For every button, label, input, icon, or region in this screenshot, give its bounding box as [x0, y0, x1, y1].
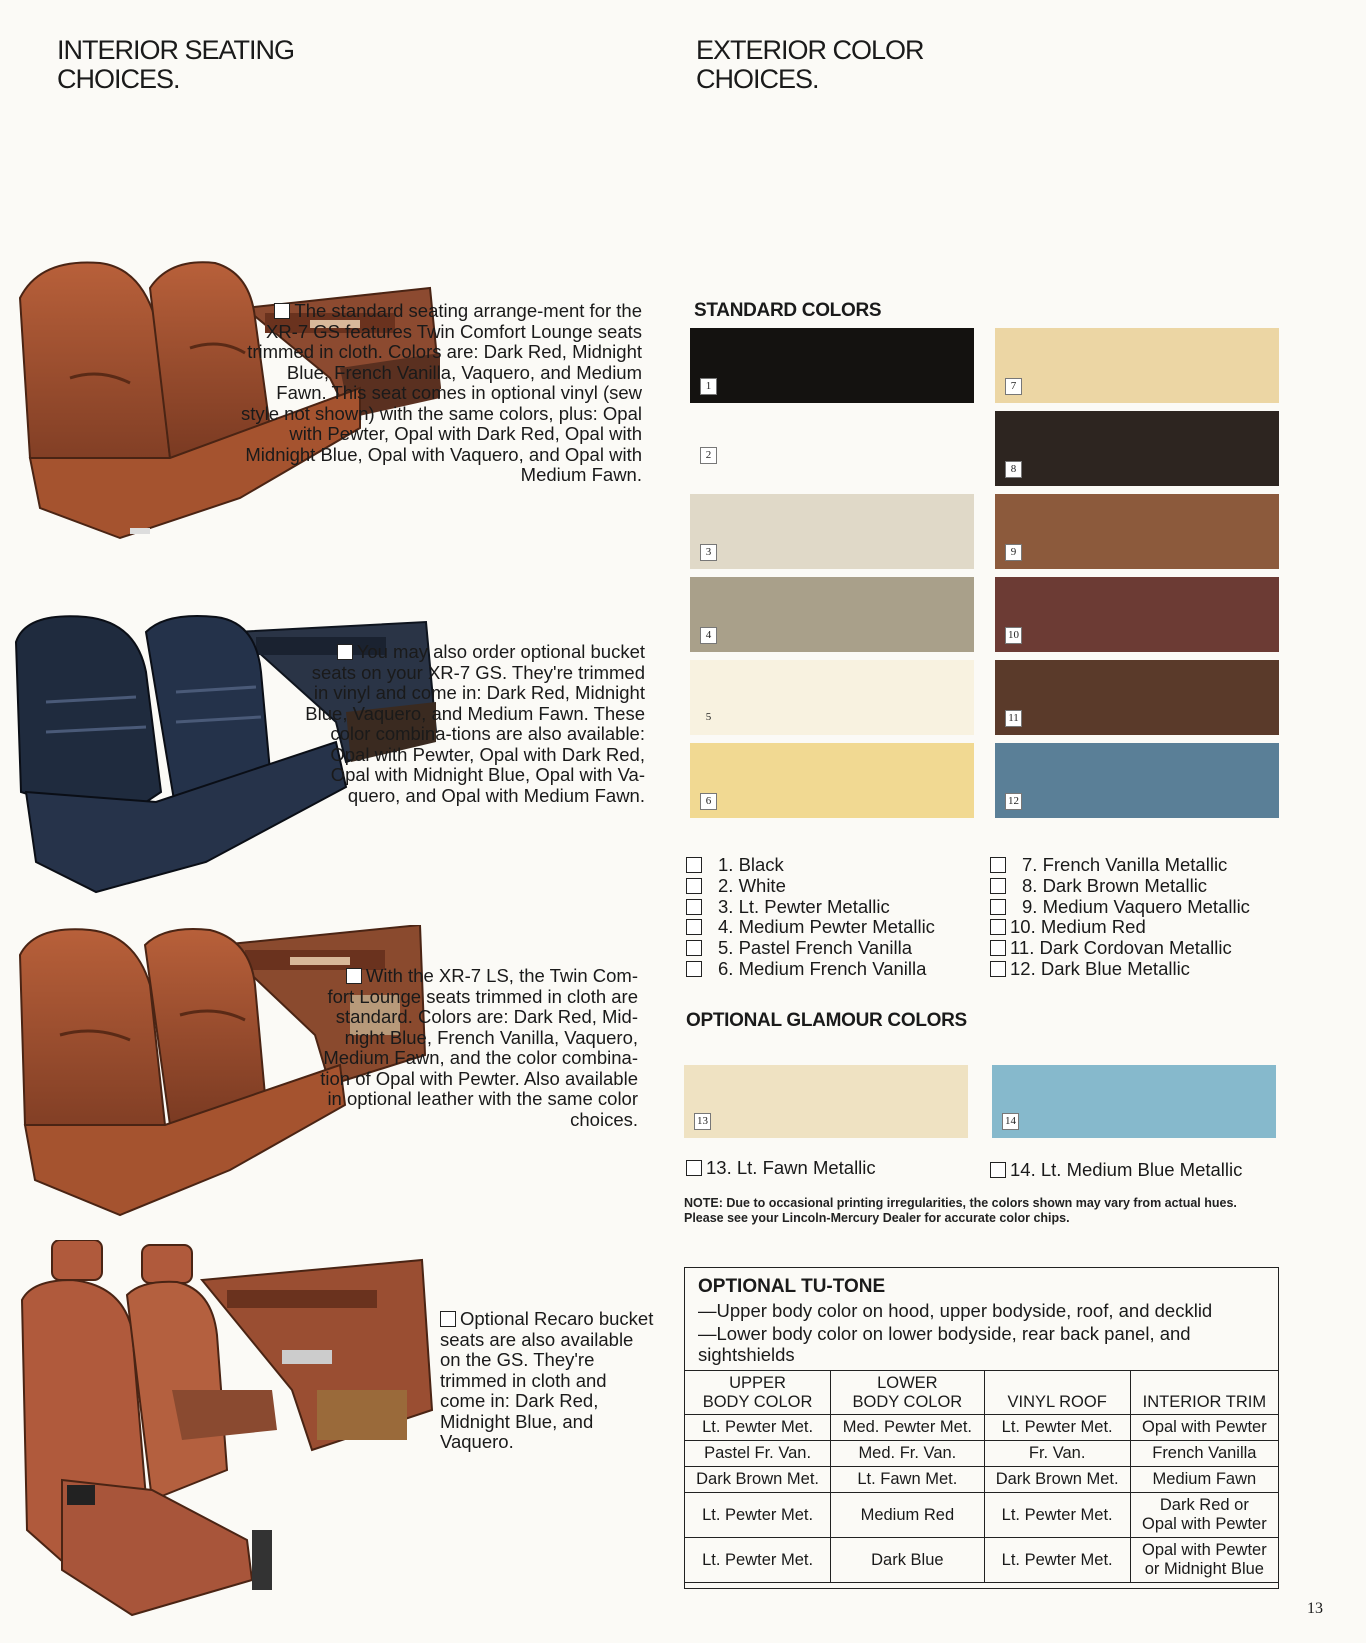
color-option-label: 12. Dark Blue Metallic [1010, 957, 1190, 979]
table-cell: Lt. Fawn Met. [831, 1467, 984, 1493]
color-chip-9 [995, 494, 1279, 569]
column-header-lower-body: LOWER BODY COLOR [831, 1371, 984, 1415]
color-chip-14 [992, 1065, 1276, 1138]
color-chip-12 [995, 743, 1279, 818]
color-chip-number: 11 [1005, 710, 1022, 727]
color-option-8 [990, 876, 1250, 897]
table-cell: Dark Red or Opal with Pewter [1130, 1493, 1278, 1538]
color-option-label: 4. Medium Pewter Metallic [718, 916, 935, 938]
tutone-lower-description: —Lower body color on lower bodyside, rear back panel, and sightshields [698, 1323, 1191, 1365]
color-option-11 [990, 938, 1250, 959]
color-chip-number: 3 [700, 544, 717, 561]
seat-option-checkbox[interactable] [440, 1311, 456, 1327]
color-option-label: 3. Lt. Pewter Metallic [718, 895, 890, 917]
page-number: 13 [1307, 1600, 1323, 1617]
seat-illustration-recaro-bucket [12, 1240, 442, 1620]
color-chip-number: 6 [700, 793, 717, 810]
table-cell: Fr. Van. [984, 1441, 1130, 1467]
color-option-12 [990, 959, 1250, 980]
standard-color-list-right [990, 855, 1250, 980]
color-checkbox[interactable] [686, 940, 702, 956]
printing-note: NOTE: Due to occasional printing irregularities, the colors shown may vary from actual hues. Please see your Lincoln-Mercury Dealer for accurate color chips. [684, 1196, 1237, 1225]
color-chip-number: 7 [1005, 378, 1022, 395]
color-checkbox[interactable] [990, 961, 1006, 977]
color-chip-number: 10 [1005, 627, 1022, 644]
color-chip-number: 4 [700, 627, 717, 644]
color-checkbox[interactable] [686, 857, 702, 873]
table-cell: Lt. Pewter Met. [984, 1538, 1130, 1583]
color-chip-10 [995, 577, 1279, 652]
color-option-4 [686, 917, 935, 938]
table-cell: Lt. Pewter Met. [685, 1415, 831, 1441]
table-row [685, 1415, 1279, 1441]
table-cell: Medium Red [831, 1493, 984, 1538]
seat-option-checkbox[interactable] [346, 968, 362, 984]
color-option-1 [686, 855, 935, 876]
seat-description-text: You may also order optional bucket seats on your XR-7 GS. They're trimmed in vinyl and come in: Dark Red, Midnight Blue, Vaquero, and Medium Fawn. These color combina-tions are also available: Opal with Pewter, Opal with Dark Red, Opal with Midnight Blue, Opal with Va-quero, and Opal with Medium Fawn. [305, 641, 645, 806]
seat-description-text: With the XR-7 LS, the Twin Com-fort Lounge seats trimmed in cloth are standard. Colors are: Dark Red, Mid-night Blue, French Vanilla, Vaquero, Medium Fawn, and the color combina-tion of Opal with Pewter. Also available in optional leather with the same color choices. [320, 965, 638, 1130]
seat-option-checkbox[interactable] [274, 303, 290, 319]
seat-description-text: Optional Recaro bucket seats are also available on the GS. They're trimmed in cloth and come in: Dark Red, Midnight Blue, and Vaquero. [440, 1308, 654, 1452]
color-checkbox[interactable] [990, 1162, 1006, 1178]
table-row [685, 1441, 1279, 1467]
glamour-color-label: 13. Lt. Fawn Metallic [706, 1157, 876, 1178]
glamour-color-13-option [686, 1157, 876, 1179]
color-option-5 [686, 938, 935, 959]
color-option-10 [990, 917, 1250, 938]
glamour-color-label: 14. Lt. Medium Blue Metallic [1010, 1159, 1243, 1180]
color-option-label: 7. French Vanilla Metallic [1022, 854, 1228, 875]
color-chip-number: 2 [700, 447, 717, 464]
table-row [685, 1493, 1279, 1538]
table-cell: Dark Brown Met. [685, 1467, 831, 1493]
color-chip-number: 12 [1005, 793, 1022, 810]
table-cell: Pastel Fr. Van. [685, 1441, 831, 1467]
seat-description-text: The standard seating arrange-ment for the XR-7 GS features Twin Comfort Lounge seats trimmed in cloth. Colors are: Dark Red, Midnight Blue, French Vanilla, Vaquero, and Medium Fawn. This seat comes in optional vinyl (sew style not shown) with the same colors, plus: Opal with Pewter, Opal with Dark Red, Opal with Midnight Blue, Opal with Vaquero, and Opal with Medium Fawn. [240, 300, 642, 485]
seat-option-checkbox[interactable] [337, 644, 353, 660]
seat-description-bucket [300, 642, 645, 806]
interior-heading: INTERIOR SEATING CHOICES. [57, 35, 295, 94]
color-chip-4 [690, 577, 974, 652]
color-chip-number: 1 [700, 378, 717, 395]
color-checkbox[interactable] [686, 961, 702, 977]
color-checkbox[interactable] [686, 899, 702, 915]
table-cell: Opal with Pewter [1130, 1415, 1278, 1441]
color-chip-6 [690, 743, 974, 818]
seat-description-standard [240, 301, 642, 486]
color-option-7 [990, 855, 1250, 876]
color-option-label: 1. Black [718, 854, 784, 875]
table-row [685, 1467, 1279, 1493]
color-option-label: 8. Dark Brown Metallic [1022, 874, 1208, 896]
table-cell: Dark Brown Met. [984, 1467, 1130, 1493]
seat-description-recaro [440, 1309, 655, 1453]
color-chip-2 [690, 411, 974, 486]
table-cell: Med. Fr. Van. [831, 1441, 984, 1467]
standard-color-list-left [686, 855, 935, 980]
color-chip-number: 8 [1005, 461, 1022, 478]
color-option-label: 9. Medium Vaquero Metallic [1022, 895, 1250, 917]
column-header-upper-body: UPPER BODY COLOR [685, 1371, 831, 1415]
glamour-colors-title: OPTIONAL GLAMOUR COLORS [686, 1010, 967, 1031]
table-cell: French Vanilla [1130, 1441, 1278, 1467]
color-checkbox[interactable] [990, 919, 1006, 935]
color-option-label: 11. Dark Cordovan Metallic [1010, 937, 1232, 959]
color-chip-11 [995, 660, 1279, 735]
color-checkbox[interactable] [990, 857, 1006, 873]
color-chip-number: 5 [705, 711, 712, 723]
color-option-label: 6. Medium French Vanilla [718, 957, 927, 979]
table-cell: Lt. Pewter Met. [984, 1415, 1130, 1441]
standard-colors-title: STANDARD COLORS [694, 300, 882, 321]
color-chip-number: 9 [1005, 544, 1022, 561]
color-chip-number: 13 [694, 1113, 711, 1130]
table-cell: Medium Fawn [1130, 1467, 1278, 1493]
table-cell: Med. Pewter Met. [831, 1415, 984, 1441]
exterior-heading: EXTERIOR COLOR CHOICES. [696, 35, 924, 94]
color-chip-number: 14 [1002, 1113, 1019, 1130]
color-chip-1 [690, 328, 974, 403]
tutone-box [684, 1267, 1279, 1589]
table-cell: Lt. Pewter Met. [984, 1493, 1130, 1538]
color-checkbox[interactable] [686, 878, 702, 894]
color-option-6 [686, 959, 935, 980]
color-option-3 [686, 897, 935, 918]
table-cell: Dark Blue [831, 1538, 984, 1583]
table-cell: Lt. Pewter Met. [685, 1538, 831, 1583]
color-chip-3 [690, 494, 974, 569]
tutone-table [684, 1370, 1279, 1583]
seat-description-ls [320, 966, 638, 1130]
color-checkbox[interactable] [990, 899, 1006, 915]
color-chip-7 [995, 328, 1279, 403]
tutone-upper-description: —Upper body color on hood, upper bodyside, roof, and decklid [698, 1300, 1213, 1321]
table-cell: Lt. Pewter Met. [685, 1493, 831, 1538]
color-option-label: 10. Medium Red [1010, 916, 1146, 938]
table-cell: Opal with Pewter or Midnight Blue [1130, 1538, 1278, 1583]
color-checkbox[interactable] [990, 878, 1006, 894]
color-chip-13 [684, 1065, 968, 1138]
color-option-2 [686, 876, 935, 897]
color-option-label: 5. Pastel French Vanilla [718, 937, 913, 959]
color-option-label: 2. White [718, 874, 786, 896]
tutone-title: OPTIONAL TU-TONE [698, 1276, 886, 1297]
column-header-interior-trim: INTERIOR TRIM [1130, 1371, 1278, 1415]
column-header-vinyl-roof: VINYL ROOF [984, 1371, 1130, 1415]
color-checkbox[interactable] [686, 1160, 702, 1176]
color-chip-8 [995, 411, 1279, 486]
table-row [685, 1538, 1279, 1583]
color-chip-5 [690, 660, 974, 735]
color-checkbox[interactable] [686, 919, 702, 935]
color-checkbox[interactable] [990, 940, 1006, 956]
glamour-color-14-option [990, 1159, 1242, 1181]
color-option-9 [990, 897, 1250, 918]
